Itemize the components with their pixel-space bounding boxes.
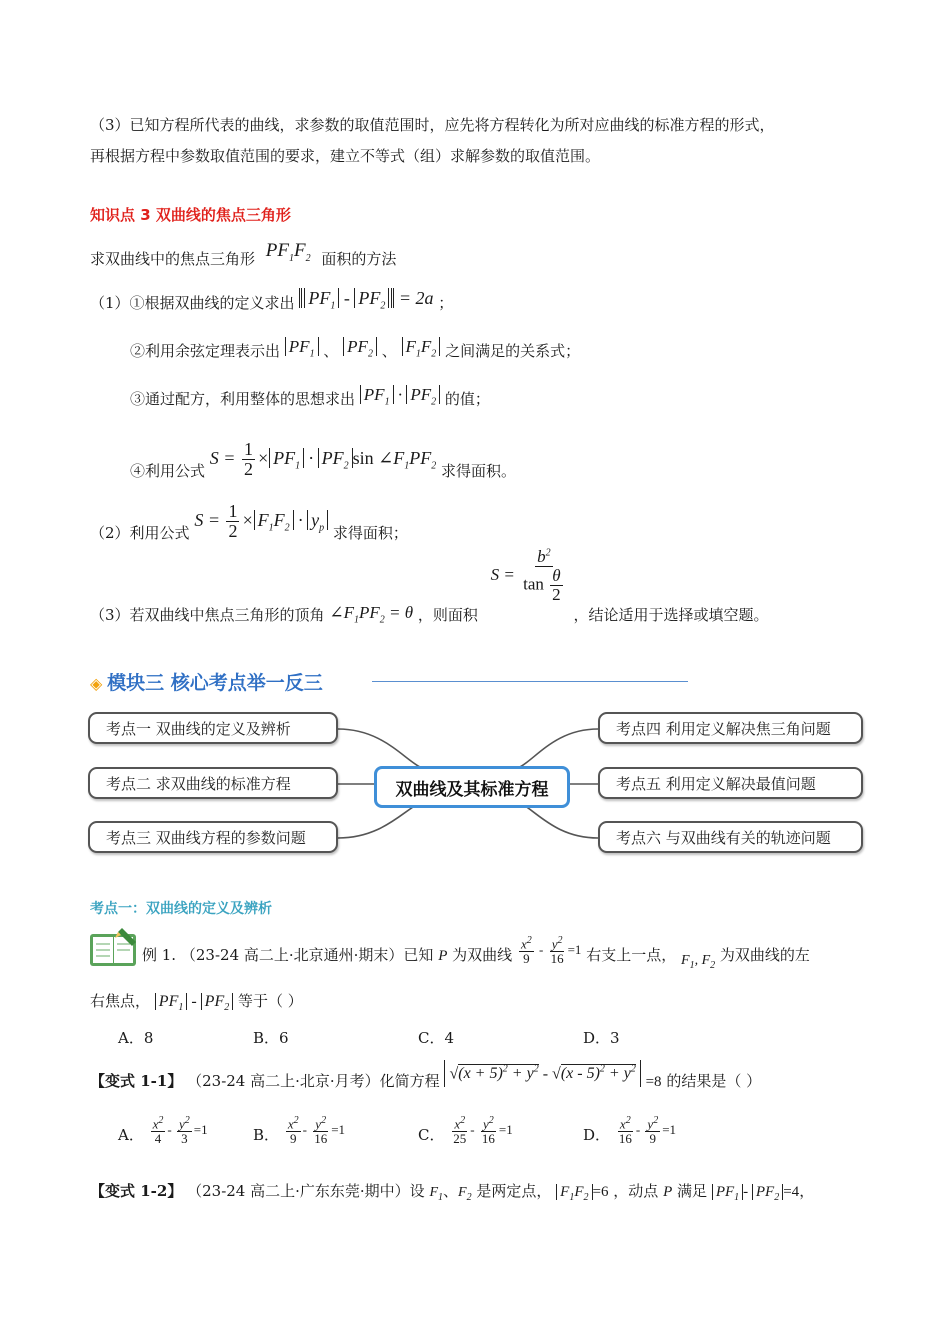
diamond-icon: ◈ xyxy=(90,674,103,693)
kp3-title: 知识点 3 双曲线的焦点三角形 xyxy=(90,206,291,224)
ex1-point-p: P xyxy=(438,947,448,964)
v11-suffix: 的结果是（ ） xyxy=(666,1072,762,1091)
v12-f1f2-eq: $F_1F_2 =6$ xyxy=(556,1184,608,1200)
formula-tan-area: S = $b^2$ tan $\frac{\theta}{2}$ xyxy=(490,547,561,604)
book-icon xyxy=(88,926,140,970)
v11-equals-8: =8 xyxy=(645,1074,662,1091)
step2-sep2: 、 xyxy=(381,342,397,360)
v12-f1: $F_1$ xyxy=(429,1185,444,1203)
mindmap-node-kp4: 考点四 利用定义解决焦三角问题 xyxy=(598,712,863,744)
ex1-option-b: B．6 xyxy=(253,1029,289,1047)
v11-option-a-label: A． xyxy=(118,1125,144,1144)
step1-suffix: ； xyxy=(438,294,454,312)
ex1-option-a: A．8 xyxy=(118,1029,154,1047)
v12-f2: $F_2$ xyxy=(458,1185,472,1203)
step4-prefix: ④利用公式 xyxy=(130,461,206,480)
step2-suffix: 之间满足的关系式； xyxy=(445,342,581,360)
formula-pf1: $PF_1$ xyxy=(285,337,319,356)
ex1-label: 例 1. xyxy=(142,945,177,964)
v11-label: 【变式 1-1】 xyxy=(90,1072,183,1091)
ex1-hyperbola-eq: $\frac{x^2}{9}$ - $\frac{y^2}{16}$ =1 xyxy=(520,935,582,966)
para3b-suffix: ，结论适用于选择或填空题。 xyxy=(573,605,769,624)
step4-suffix: 求得面积。 xyxy=(440,461,516,480)
v12-text4: 满足 xyxy=(677,1182,708,1200)
ex1-foci: $F_1$, $F_2$ xyxy=(681,952,716,971)
para3-line2: 再根据方程中参数取值范围的要求，建立不等式（组）求解参数的取值范围。 xyxy=(90,147,601,165)
kp3-intro-before: 求双曲线中的焦点三角形 xyxy=(90,250,256,268)
para2-prefix: （2）利用公式 xyxy=(90,523,190,542)
v11-option-b xyxy=(253,1116,345,1146)
example1-line2 xyxy=(90,990,303,1013)
v11-src: （23-24 高二上·北京·月考）化简方程 xyxy=(187,1072,440,1091)
ex1-abs-diff: $PF_1 - PF_2$ xyxy=(155,993,233,1010)
v12-text3: ，动点 xyxy=(613,1182,659,1200)
v11-option-d xyxy=(583,1116,676,1146)
para3b-prefix: （3）若双曲线中焦点三角形的顶角 xyxy=(90,605,325,624)
v12-text5: ， xyxy=(799,1182,815,1200)
para3-line1: （3）已知方程所代表的曲线，求参数的取值范围时，应先将方程转化为所对应曲线的标准方程的形式， xyxy=(90,116,775,134)
v11-option-c xyxy=(418,1116,513,1146)
mindmap-node-kp1: 考点一 双曲线的定义及辨析 xyxy=(88,712,338,744)
mindmap-node-kp3: 考点三 双曲线方程的参数问题 xyxy=(88,821,338,853)
variant-1-1 xyxy=(90,1060,762,1091)
formula-pf1f2: $PF_1F_2$ xyxy=(265,240,311,264)
kp3-intro-after: 面积的方法 xyxy=(321,250,397,268)
v11-equation: $√(x + 5)^2 + y^2 - √(x - 5)^2 + y^2$ xyxy=(444,1060,640,1087)
mindmap-node-kp2: 考点二 求双曲线的标准方程 xyxy=(88,767,338,799)
v12-sep: 、 xyxy=(443,1182,459,1200)
formula-yp-area: S = $\frac{1}{2}$ × $F_1F_2 \cdot y_p$ xyxy=(194,510,328,530)
v11-option-c-eq: $\frac{x^2}{25}$ - $\frac{y^2}{16}$ =1 xyxy=(453,1115,513,1146)
ex1-option-c: C．4 xyxy=(418,1029,455,1047)
v11-option-b-eq: $\frac{x^2}{9}$ - $\frac{y^2}{16}$ =1 xyxy=(287,1115,346,1146)
ex1-tail2: 为双曲线的左 xyxy=(719,945,810,964)
ex1-line2-suffix: 等于（ ） xyxy=(238,992,303,1010)
v12-label: 【变式 1-2】 xyxy=(90,1182,183,1200)
ex1-mid: 为双曲线 xyxy=(452,945,513,964)
v11-option-d-label: D． xyxy=(583,1125,611,1144)
example1-line1 xyxy=(142,935,810,971)
para2-suffix: 求得面积； xyxy=(332,523,408,542)
formula-pf2: $PF_2$ xyxy=(343,337,377,356)
step2-sep1: 、 xyxy=(323,342,339,360)
ex1-tail: 右支上一点， xyxy=(586,945,677,964)
v11-option-d-eq: $\frac{x^2}{16}$ - $\frac{y^2}{9}$ =1 xyxy=(618,1115,677,1146)
mindmap-node-kp6: 考点六 与双曲线有关的轨迹问题 xyxy=(598,821,863,853)
mindmap-center: 双曲线及其标准方程 xyxy=(374,766,570,808)
mindmap-node-kp5: 考点五 利用定义解决最值问题 xyxy=(598,767,863,799)
v12-text2: 是两定点， xyxy=(476,1182,552,1200)
ex1-line2-prefix: 右焦点， xyxy=(90,992,151,1010)
ex1-option-d: D．3 xyxy=(583,1029,620,1047)
formula-definition: $PF_1 - PF_2 = 2a$ xyxy=(299,288,433,308)
formula-product: $PF_1 \cdot PF_2$ xyxy=(360,385,440,404)
step1-prefix: （1）①根据双曲线的定义求出 xyxy=(90,294,295,312)
v12-text1: （23-24 高二上·广东东莞·期中）设 xyxy=(187,1182,425,1200)
step3-suffix: 的值； xyxy=(444,390,490,408)
variant-1-2 xyxy=(90,1180,814,1203)
v12-diff-eq: $PF_1 - PF_2 =4$ xyxy=(712,1184,799,1200)
v11-option-a-eq: $\frac{x^2}{4}$ - $\frac{y^2}{3}$ =1 xyxy=(152,1115,208,1146)
v11-option-c-label: C． xyxy=(418,1125,445,1144)
section1-heading: 考点一：双曲线的定义及辨析 xyxy=(90,901,272,917)
step2-prefix: ②利用余弦定理表示出 xyxy=(130,342,281,360)
v11-option-a xyxy=(118,1116,208,1146)
para3b-mid: ，则面积 xyxy=(417,605,478,624)
v12-point-p: P xyxy=(663,1184,673,1200)
v11-option-b-label: B． xyxy=(253,1125,280,1144)
module3-title: 模块三 核心考点举一反三 xyxy=(107,672,323,694)
formula-vertex-angle: $\angle F_1PF_2 = \theta$ xyxy=(329,602,414,626)
formula-sine-area: S = $\frac{1}{2}$ × $PF_1 \cdot PF_2$ $\sin \angle F_1PF_2$ xyxy=(209,439,437,479)
ex1-src: （23-24 高二上·北京通州·期末）已知 xyxy=(180,945,434,964)
formula-f1f2: $F_1F_2$ xyxy=(402,337,441,356)
step3-prefix: ③通过配方，利用整体的思想求出 xyxy=(130,390,356,408)
